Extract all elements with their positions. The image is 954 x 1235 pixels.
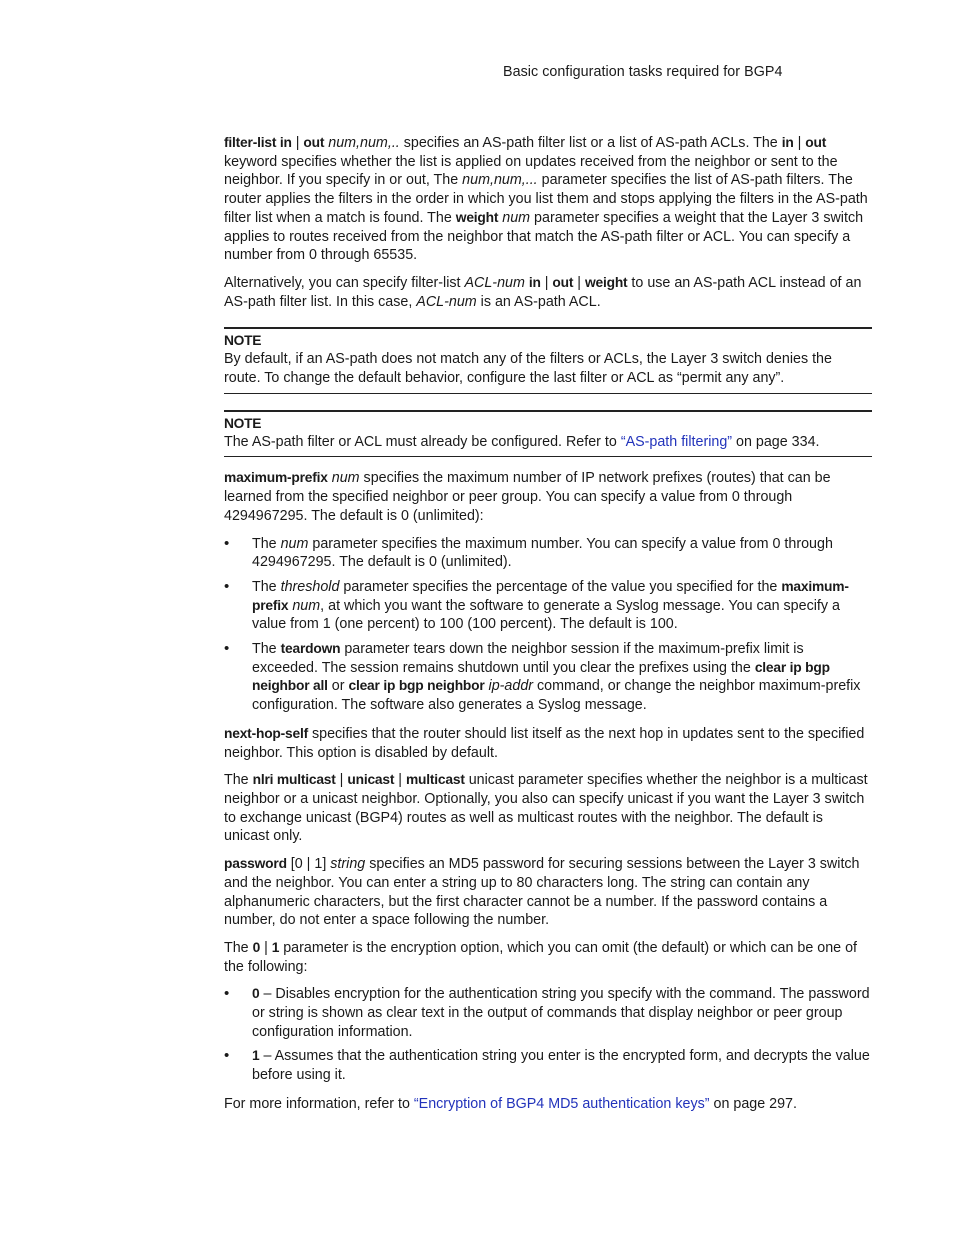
variable: num,num,... — [462, 172, 538, 189]
list-item — [224, 985, 872, 1041]
text: parameter specifies the maximum number. You can specify a value from 0 through 4294967295. The default is 0 (unlimited). — [252, 535, 833, 571]
text: specifies an MD5 password for securing sessions between the Layer 3 switch and the neighbor. You can enter a string up to 80 characters long. The string can contain any alphanumeric characters, but the first character cannot be a number. If the password contains a number, do not enter a space following the number. — [224, 856, 860, 929]
text: | — [793, 135, 806, 151]
keyword: teardown — [280, 641, 341, 657]
text: specifies that the router should list itself as the next hop in updates sent to the specified neighbor. This option is disabled by default. — [224, 725, 865, 761]
bullet-icon: • — [224, 577, 230, 595]
keyword: 1 — [271, 939, 280, 955]
list-item — [224, 1047, 872, 1084]
encryption-option-paragraph — [224, 939, 872, 976]
variable: num — [502, 209, 531, 226]
text: The — [224, 772, 253, 789]
running-header: Basic configuration tasks required for BGP4 — [503, 64, 783, 80]
keyword: multicast — [405, 772, 465, 788]
text: parameter specifies a weight that the Layer 3 switch applies to routes received from the neighbor that match the AS-path filter or ACL. You can specify a number from 0 through 65535. — [224, 209, 864, 264]
maximum-prefix-paragraph — [224, 469, 872, 525]
text: | — [260, 939, 272, 956]
more-info-paragraph — [224, 1095, 872, 1114]
filter-list-paragraph — [224, 134, 872, 265]
keyword: 0 — [252, 939, 261, 955]
text: – Assumes that the authentication string you enter is the encrypted form, and decrypts the value before using it. — [252, 1048, 870, 1084]
text: The — [252, 641, 281, 658]
keyword: clear ip bgp neighbor — [348, 678, 485, 694]
keyword: weight — [455, 209, 499, 225]
keyword: nlri multicast — [252, 772, 336, 788]
text: For more information, refer to — [224, 1095, 414, 1112]
text: keyword specifies whether the list is applied on updates received from the neighbor or sent to the neighbor. If you specify in or out, The — [224, 153, 838, 189]
text: – Disables encryption for the authentication string you specify with the command. The password or string is shown as clear text in the output of commands that display neighbor or peer group configuration information. — [252, 986, 870, 1040]
note-heading: NOTE — [224, 333, 262, 349]
text: or — [327, 678, 349, 695]
variable: num — [280, 535, 309, 552]
note-heading: NOTE — [224, 415, 262, 431]
keyword: 1 — [252, 1048, 260, 1064]
text: is an AS-path ACL. — [476, 293, 601, 310]
bullet-icon: • — [224, 985, 230, 1003]
as-path-filtering-link[interactable]: “AS-path filtering” — [620, 433, 733, 450]
text: The AS-path filter or ACL must already be configured. Refer to — [224, 433, 621, 450]
bullet-icon: • — [224, 1047, 230, 1065]
encryption-md5-keys-link[interactable]: “Encryption of BGP4 MD5 authentication keys” — [413, 1095, 710, 1112]
text: Alternatively, you can specify filter-list — [224, 274, 465, 291]
text: The — [252, 535, 281, 552]
list-item — [224, 578, 872, 634]
text: specifies an AS-path filter list or a list of AS-path ACLs. The — [399, 135, 782, 151]
nlri-paragraph — [224, 771, 872, 846]
keyword: password — [224, 856, 287, 872]
keyword: in — [528, 274, 541, 290]
variable: ip-addr — [488, 678, 534, 695]
text: parameter tears down the neighbor session if the maximum-prefix limit is exceeded. The session remains shutdown until you clear the prefixes using the — [252, 641, 804, 676]
keyword: maximum-prefix — [224, 470, 328, 486]
keyword: unicast — [347, 772, 395, 788]
list-item — [224, 640, 872, 715]
maximum-prefix-options-list — [224, 535, 872, 715]
keyword: next-hop-self — [224, 725, 309, 741]
text: unicast parameter specifies whether the neighbor is a multicast neighbor or a unicast neighbor. Optionally, you also can specify unicast if you want the Layer 3 switch to exchange unicast (BGP4) routes as well as multicast routes with the neighbor. The default is unicast only. — [224, 772, 868, 845]
text: parameter specifies the list of AS-path filters. The router applies the filters in the order in which you list them and stops applying the filters in the AS-path filter list when a match is found. The — [224, 172, 868, 226]
text: command, or change the neighbor maximum-prefix configuration. The software also generates a Syslog message. — [252, 678, 861, 714]
keyword: weight — [584, 274, 628, 290]
password-paragraph — [224, 855, 872, 930]
note-text: By default, if an AS-path does not match any of the filters or ACLs, the Layer 3 switch denies the route. To change the default behavior, configure the last filter or ACL as “permit any any”. — [224, 351, 832, 387]
text: | — [335, 772, 348, 789]
bullet-icon: • — [224, 534, 230, 552]
text: parameter specifies the percentage of the value you specified for the — [339, 578, 782, 595]
text: | — [540, 274, 553, 291]
keyword: filter-list in — [224, 135, 292, 150]
text: to use an AS-path ACL instead of an AS-path filter list. In this case, — [224, 274, 862, 310]
keyword: out — [552, 274, 574, 290]
keyword: clear ip bgp neighbor all — [252, 659, 830, 694]
text: | — [394, 772, 406, 789]
text: parameter is the encryption option, which you can omit (the default) or which can be one of the following: — [224, 939, 858, 975]
text: [0 | 1] — [286, 856, 331, 873]
keyword: in — [781, 135, 794, 150]
keyword: out — [805, 135, 827, 150]
variable: ACL-num — [416, 293, 477, 310]
variable: num — [331, 470, 360, 487]
text: on page 297. — [709, 1095, 797, 1112]
variable: num — [292, 597, 321, 614]
acl-num-paragraph — [224, 274, 872, 311]
variable: string — [330, 856, 366, 873]
variable: ACL-num — [464, 274, 525, 291]
next-hop-self-paragraph — [224, 725, 872, 762]
text: specifies the maximum number of IP network prefixes (routes) that can be learned from the specified neighbor or peer group. You can specify a value from 0 through 4294967295. The default is 0 (unlimited): — [224, 470, 831, 524]
variable: threshold — [280, 578, 340, 595]
document-body — [224, 134, 872, 1123]
text: | — [291, 135, 304, 151]
keyword: maximum-prefix — [252, 578, 849, 613]
keyword: out — [303, 135, 325, 150]
text: | — [573, 274, 585, 291]
note-box — [224, 327, 872, 393]
list-item — [224, 535, 872, 572]
keyword: 0 — [252, 986, 260, 1002]
text: on page 334. — [732, 433, 820, 450]
bullet-icon: • — [224, 640, 230, 658]
variable: num,num,.. — [328, 135, 400, 151]
text: The — [252, 578, 281, 595]
text: The — [224, 939, 253, 956]
encryption-options-list — [224, 985, 872, 1085]
note-box — [224, 410, 872, 458]
note-text — [224, 433, 872, 452]
text: , at which you want the software to generate a Syslog message. You can specify a value from 1 (one percent) to 100 (100 percent). The default is 100. — [252, 597, 840, 633]
